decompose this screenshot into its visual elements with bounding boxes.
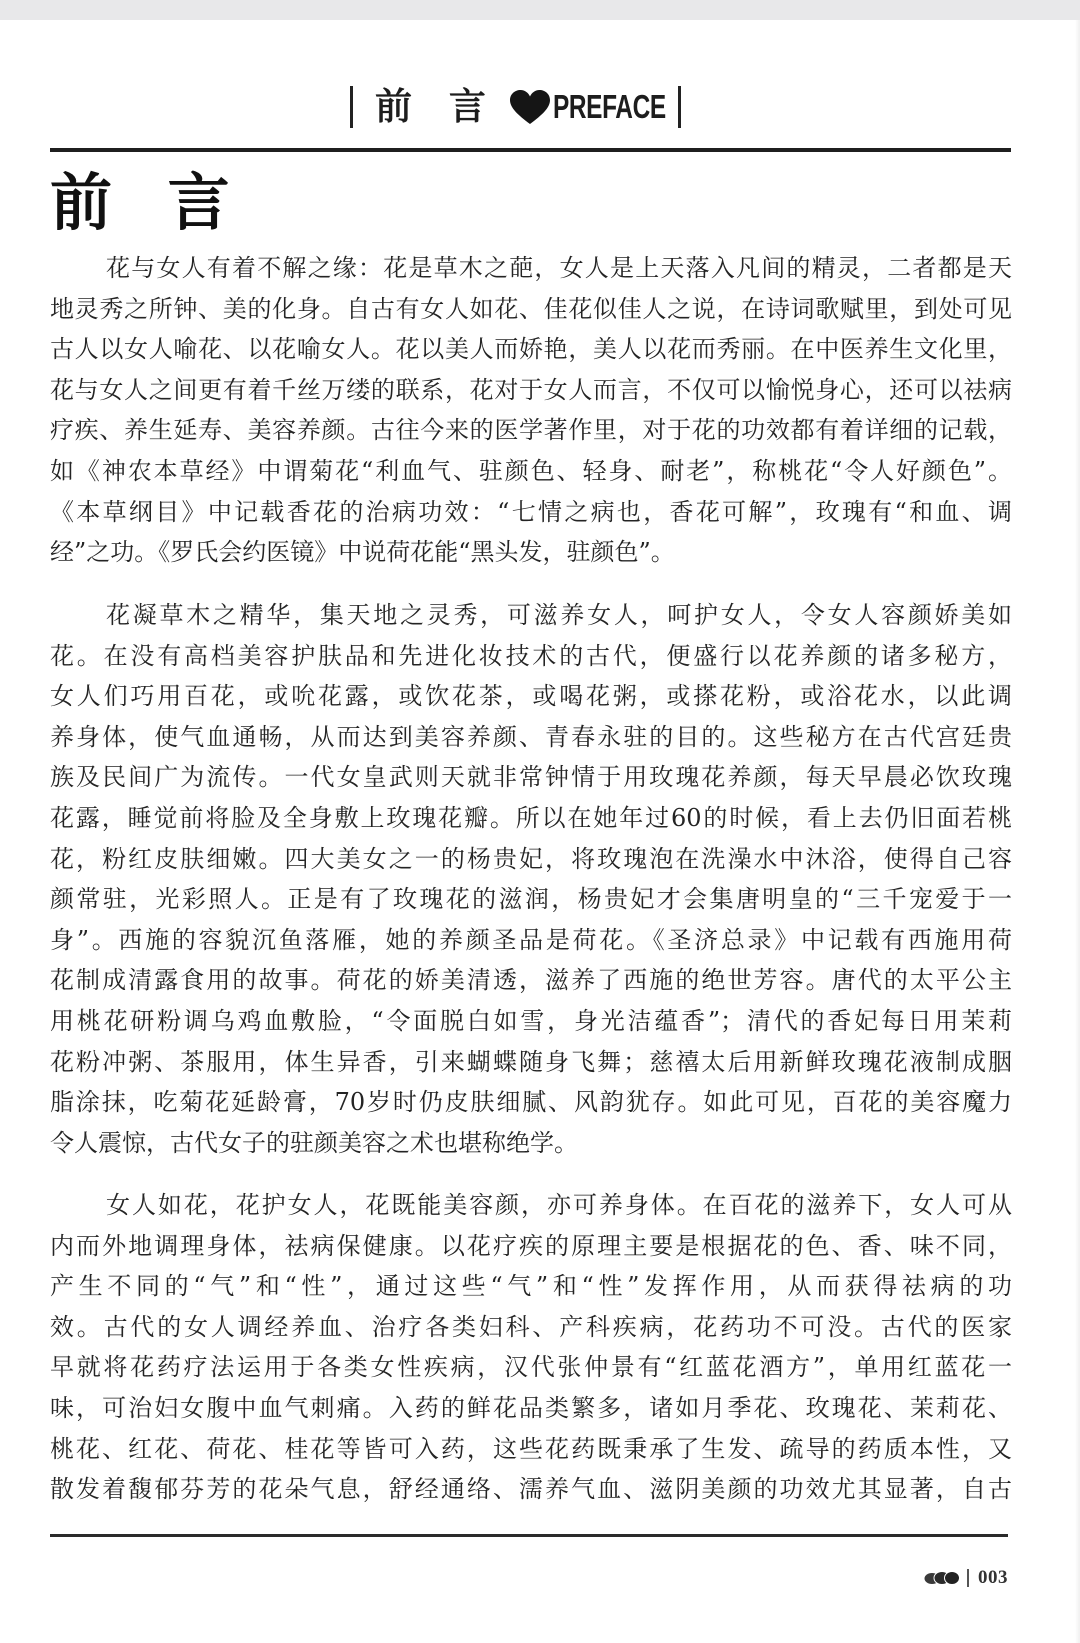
text-line: 花与女人之间更有着千丝万缕的联系，花对于女人而言，不仅可以愉悦身心，还可以祛病 (50, 375, 1012, 404)
header-divider-left (350, 86, 353, 128)
header-rule (50, 148, 1011, 152)
running-header-english-box (553, 84, 665, 130)
text-line: 如《神农本草经》中谓菊花“利血气、驻颜色、轻身、耐老”，称桃花“令人好颜色”。 (50, 456, 1012, 485)
text-line: 养身体，使气血通畅，从而达到美容养颜、青春永驻的目的。这些秘方在古代宫廷贵 (50, 722, 1012, 751)
text-line: 花粉冲粥、茶服用，体生异香，引来蝴蝶随身飞舞；慈禧太后用新鲜玫瑰花液制成胭 (50, 1047, 1012, 1076)
text-line: 古人以女人喻花、以花喻女人。花以美人而娇艳，美人以花而秀丽。在中医养生文化里， (50, 335, 1012, 364)
text-line: 花与女人有着不解之缘：花是草木之葩，女人是上天落入凡间的精灵，二者都是天 (106, 254, 1012, 282)
text-line: 桃花、红花、荷花、桂花等皆可入药，这些花药既秉承了生发、疏导的药质本性，又 (50, 1434, 1012, 1463)
text-line: 族及民间广为流传。一代女皇武则天就非常钟情于用玫瑰花养颜，每天早晨必饮玫瑰 (50, 763, 1012, 792)
heart-icon (510, 90, 550, 125)
text-line: 身”。西施的容貌沉鱼落雁，她的养颜圣品是荷花。《圣济总录》中记载有西施用荷 (50, 925, 1012, 954)
text-line: 花，粉红皮肤细嫩。四大美女之一的杨贵妃，将玫瑰泡在洗澡水中沐浴，使得自己容 (50, 844, 1012, 873)
text-line: 花露，睡觉前将脸及全身敷上玫瑰花瓣。所以在她年过60的时候，看上去仍旧面若桃 (50, 803, 1012, 832)
text-line: 味，可治妇女腹中血气刺痛。入药的鲜花品类繁多，诸如月季花、玫瑰花、茉莉花、 (50, 1393, 1012, 1422)
text-line: 地灵秀之所钟、美的化身。自古有女人如花、佳花似佳人之说，在诗词歌赋里，到处可见 (50, 294, 1012, 323)
text-line: 散发着馥郁芬芳的花朵气息，舒经通络、濡养气血、滋阴美颜的功效尤其显著，自古 (50, 1475, 1012, 1504)
body-paragraph (50, 595, 1012, 1163)
text-line: 颜常驻，光彩照人。正是有了玫瑰花的滋润，杨贵妃才会集唐明皇的“三千宠爱于一 (50, 885, 1012, 914)
running-header (350, 84, 681, 130)
page-footer (924, 1566, 1008, 1590)
header-divider-right (678, 86, 681, 128)
body-paragraph (50, 1185, 1012, 1510)
text-line: 效。古代的女人调经养血、治疗各类妇科、产科疾病，花药功不可没。古代的医家 (50, 1312, 1012, 1341)
page-title: 前 言 (50, 166, 230, 239)
footer-rule (50, 1534, 1008, 1537)
text-line: 花。在没有高档美容护肤品和先进化妆技术的古代，便盛行以花养颜的诸多秘方， (50, 641, 1012, 670)
text-line: 内而外地调理身体，祛病保健康。以花疗疾的原理主要是根据花的色、香、味不同， (50, 1231, 1012, 1260)
text-line: 花制成清露食用的故事。荷花的娇美清透，滋养了西施的绝世芳容。唐代的太平公主 (50, 966, 1012, 995)
page-top-strip (0, 0, 1080, 20)
text-line: 产生不同的“气”和“性”，通过这些“气”和“性”发挥作用，从而获得祛病的功 (50, 1272, 1012, 1301)
text-line: 《本草纲目》中记载香花的治病功效：“七情之病也，香花可解”，玫瑰有“和血、调 (50, 497, 1012, 526)
body-paragraph (50, 248, 1012, 573)
footer-divider (967, 1569, 969, 1587)
running-header-english: PREFACE (552, 88, 666, 125)
text-line: 用桃花研粉调乌鸡血敷脸，“令面脱白如雪，身光洁蕴香”；清代的香妃每日用茉莉 (50, 1006, 1012, 1035)
running-header-title: 前 言 (375, 85, 486, 128)
text-line: 疗疾、养生延寿、美容养颜。古往今来的医学著作里，对于花的功效都有着详细的记载， (50, 416, 1012, 445)
text-line: 花凝草木之精华，集天地之灵秀，可滋养女人，呵护女人，令女人容颜娇美如 (106, 601, 1012, 629)
text-line: 脂涂抹，吃菊花延龄膏，70岁时仍皮肤细腻、风韵犹存。如此可见，百花的美容魔力 (50, 1088, 1012, 1117)
text-line: 令人震惊，古代女子的驻颜美容之术也堪称绝学。 (50, 1128, 578, 1157)
page-edge-shadow (1075, 20, 1080, 1643)
page-number: 003 (978, 1567, 1008, 1588)
text-line: 女人如花，花护女人，花既能美容颜，亦可养身体。在百花的滋养下，女人可从 (106, 1191, 1012, 1219)
text-line: 经”之功。《罗氏会约医镜》中说荷花能“黑头发，驻颜色”。 (50, 538, 675, 567)
text-line: 女人们巧用百花，或吮花露，或饮花茶，或喝花粥，或搽花粉，或浴花水，以此调 (50, 682, 1012, 711)
petals-icon (924, 1570, 960, 1586)
text-line: 早就将花药疗法运用于各类女性疾病，汉代张仲景有“红蓝花酒方”，单用红蓝花一 (50, 1353, 1012, 1382)
